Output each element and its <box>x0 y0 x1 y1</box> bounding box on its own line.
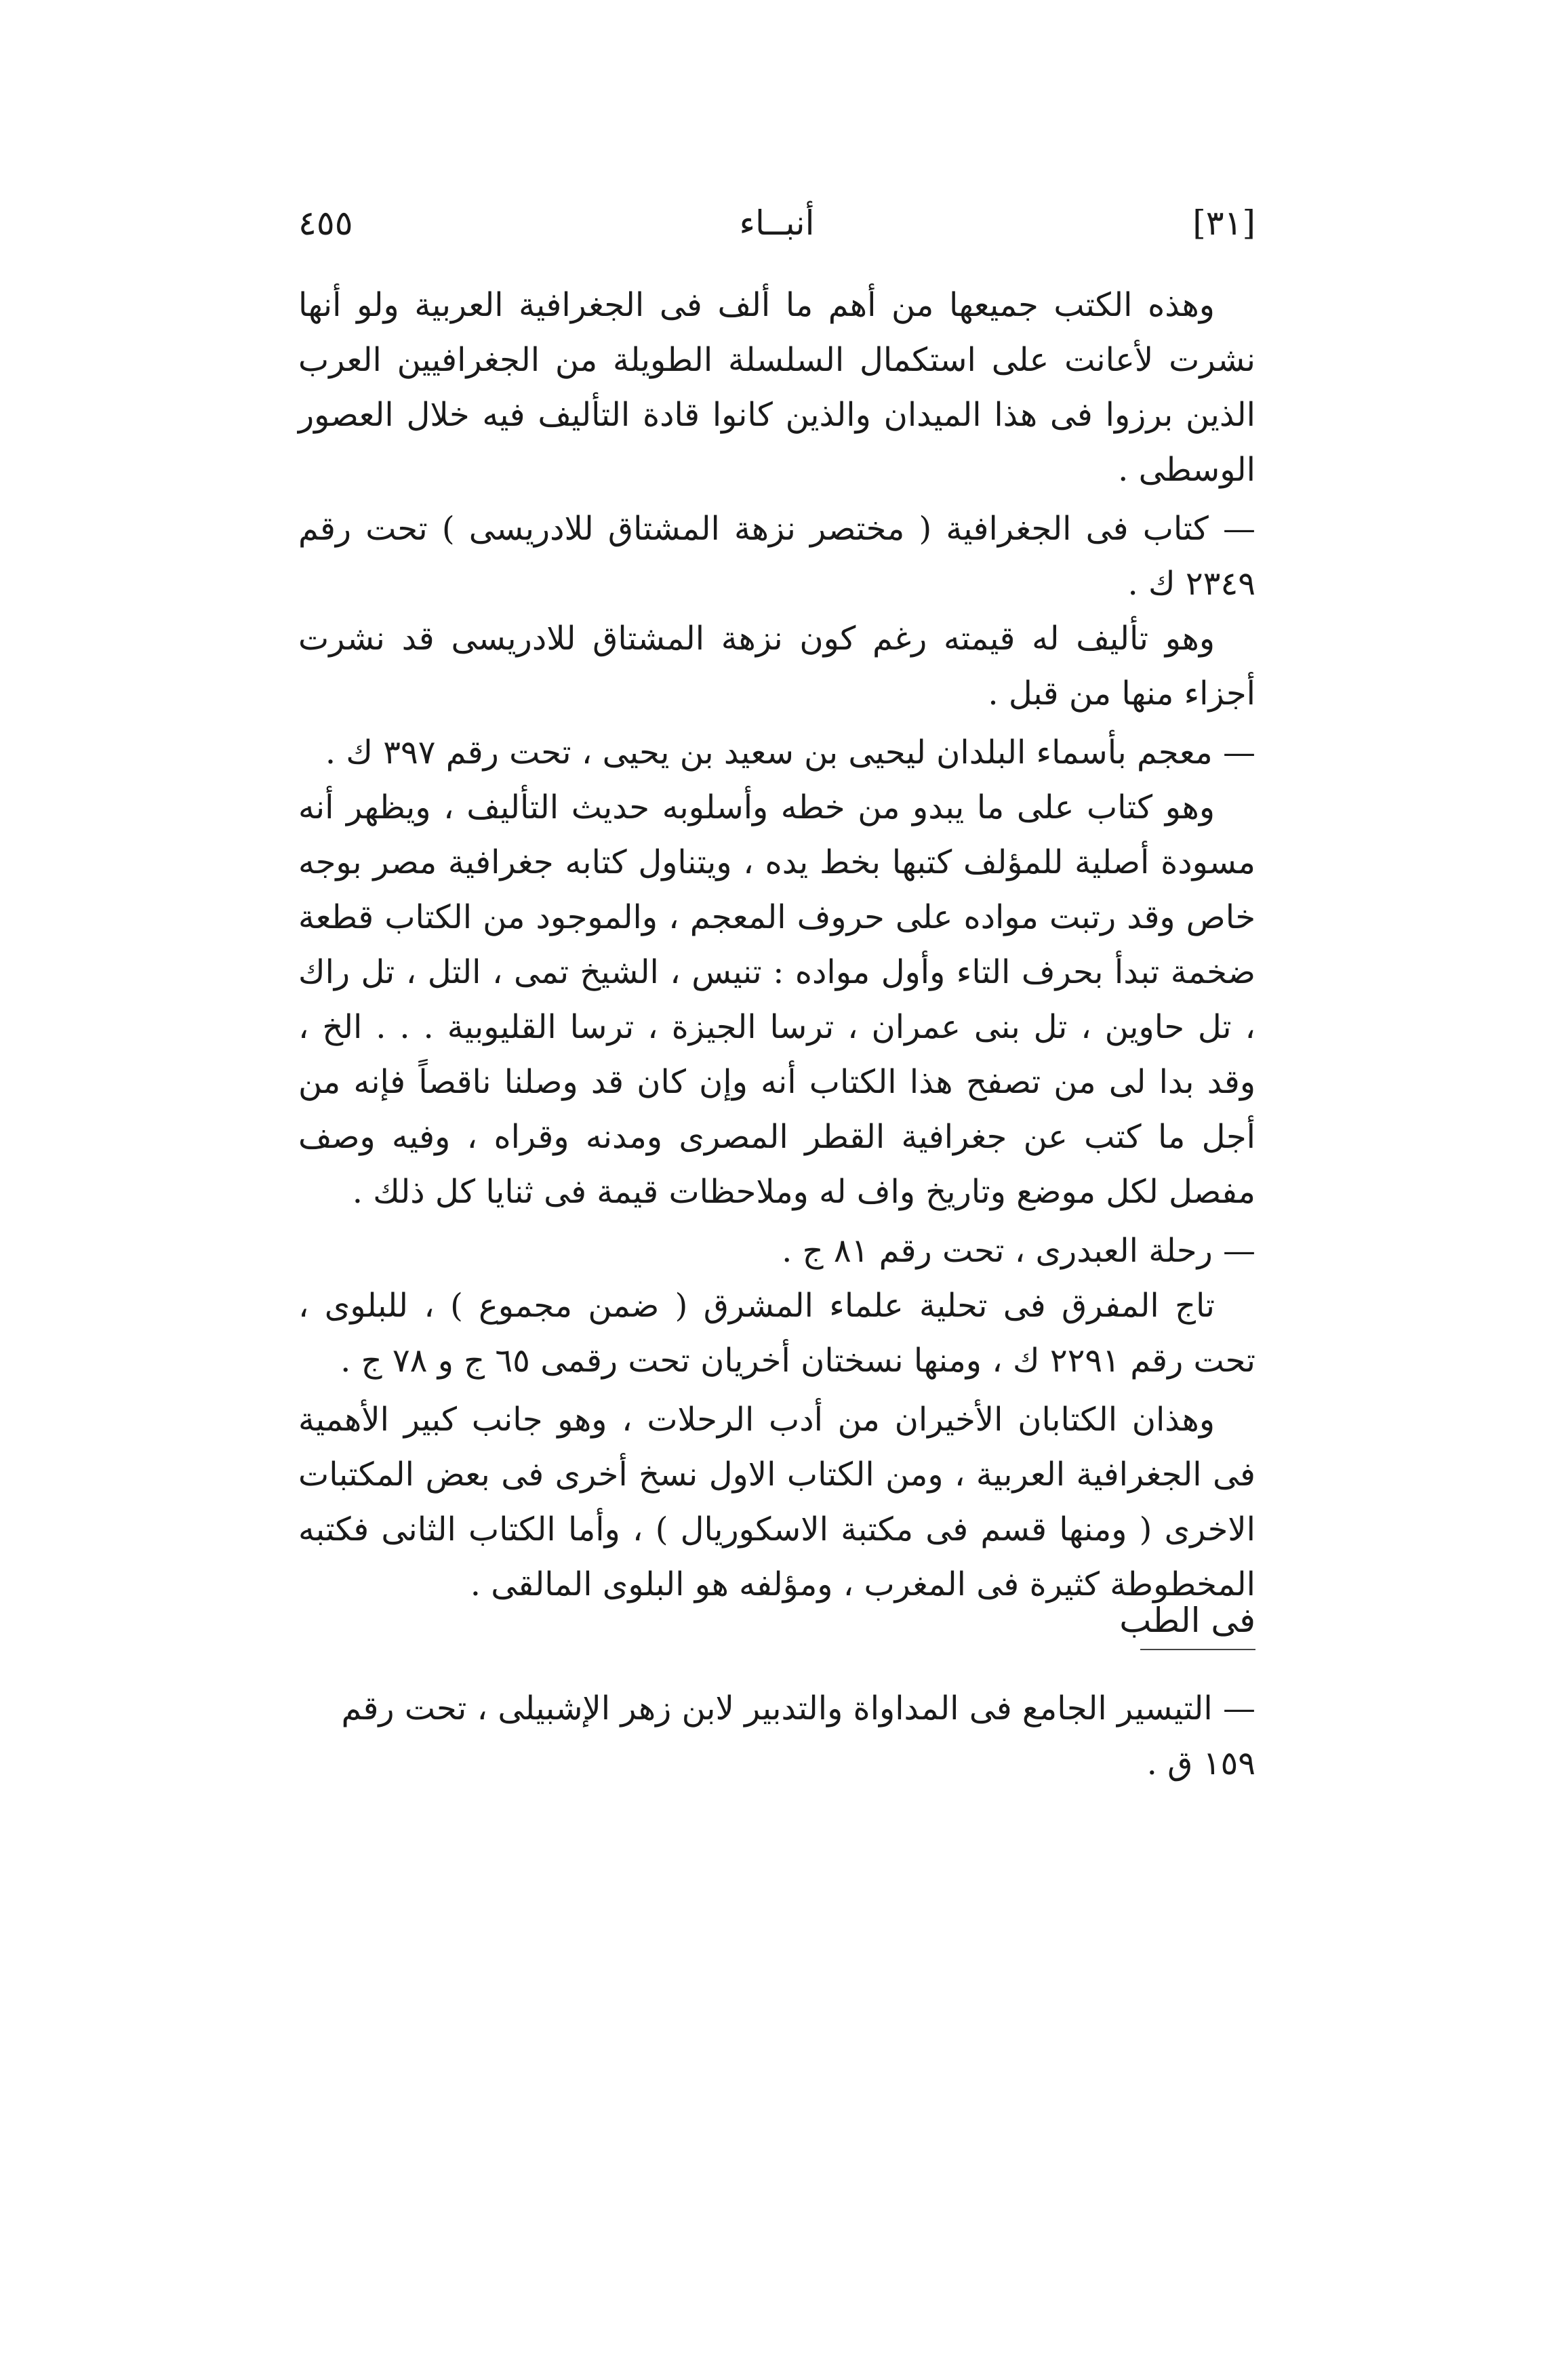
header-title: أنبــاء <box>739 203 815 243</box>
page-header <box>298 203 1255 258</box>
paragraph-geography-note: وهو تأليف له قيمته رغم كون نزهة المشتاق للادريسى قد نشرت أجزاء منها من قبل . <box>298 620 1255 713</box>
entry-dictionary-of-countries: — معجم بأسماء البلدان ليحيى بن سعيد بن يحيى ، تحت رقم ٣٩٧ ك . <box>325 734 1255 772</box>
section-heading-rule <box>1140 1649 1255 1650</box>
entry-geography-abridgement: — كتاب فى الجغرافية ( مختصر نزهة المشتاق للادريسى ) تحت رقم ٢٣٤٩ ك . <box>298 510 1255 603</box>
body-text <box>298 278 1255 1612</box>
entry-taj-al-mafriq: تاج المفرق فى تحلية علماء المشرق ( ضمن مجموع ) ، للبلوى ، تحت رقم ٢٢٩١ ك ، ومنها نسختان أخريان تحت رقمى ٦٥ ج و ٧٨ ج . <box>298 1287 1255 1380</box>
page-number: ٤٥٥ <box>298 203 353 243</box>
paragraph-travel-literature-note: وهذان الكتابان الأخيران من أدب الرحلات ، وهو جانب كبير الأهمية فى الجغرافية العربية ، ومن الكتاب الاول نسخ أخرى فى بعض المكتبات الاخرى ( ومنها قسم فى مكتبة الاسكوريال ) ، وأما الكتاب الثانى فكتبه المخطوطة كثيرة فى المغرب ، ومؤلفه هو البلوى المالقى . <box>298 1401 1255 1603</box>
entry-al-taysir: — التيسير الجامع فى المداواة والتدبير لابن زهر الإشبيلى ، تحت رقم ١٥٩ ق . <box>341 1690 1255 1782</box>
entry-abdari-journey: — رحلة العبدرى ، تحت رقم ٨١ ج . <box>782 1232 1255 1270</box>
paragraph-dictionary-note: وهو كتاب على ما يبدو من خطه وأسلوبه حديث التأليف ، ويظهر أنه مسودة أصلية للمؤلف كتبها بخط يده ، ويتناول كتابه جغرافية مصر بوجه خاص وقد رتبت مواده على حروف المعجم ، والموجود من الكتاب قطعة ضخمة تبدأ بحرف التاء وأول مواده : تنيس ، الشيخ تمى ، التل ، تل راك ، تل حاوين ، تل بنى عمران ، ترسا الجيزة ، ترسا القليوبية . . . الخ ، وقد بدا لى من تصفح هذا الكتاب أنه وإن كان قد وصلنا ناقصاً فإنه من أجل ما كتب عن جغرافية القطر المصرى ومدنه وقراه ، وفيه وصف مفصل لكل موضع وتاريخ واف له وملاحظات قيمة فى ثنايا كل ذلك . <box>298 788 1256 1211</box>
header-section-number: [٣١] <box>1192 203 1255 243</box>
paragraph-intro: وهذه الكتب جميعها من أهم ما ألف فى الجغرافية العربية ولو أنها نشرت لأعانت على استكمال السلسلة الطويلة من الجغرافيين العرب الذين برزوا فى هذا الميدان والذين كانوا قادة التأليف فيه خلال العصور الوسطى . <box>298 286 1255 489</box>
section-heading-medicine: فى الطب <box>1119 1601 1255 1640</box>
